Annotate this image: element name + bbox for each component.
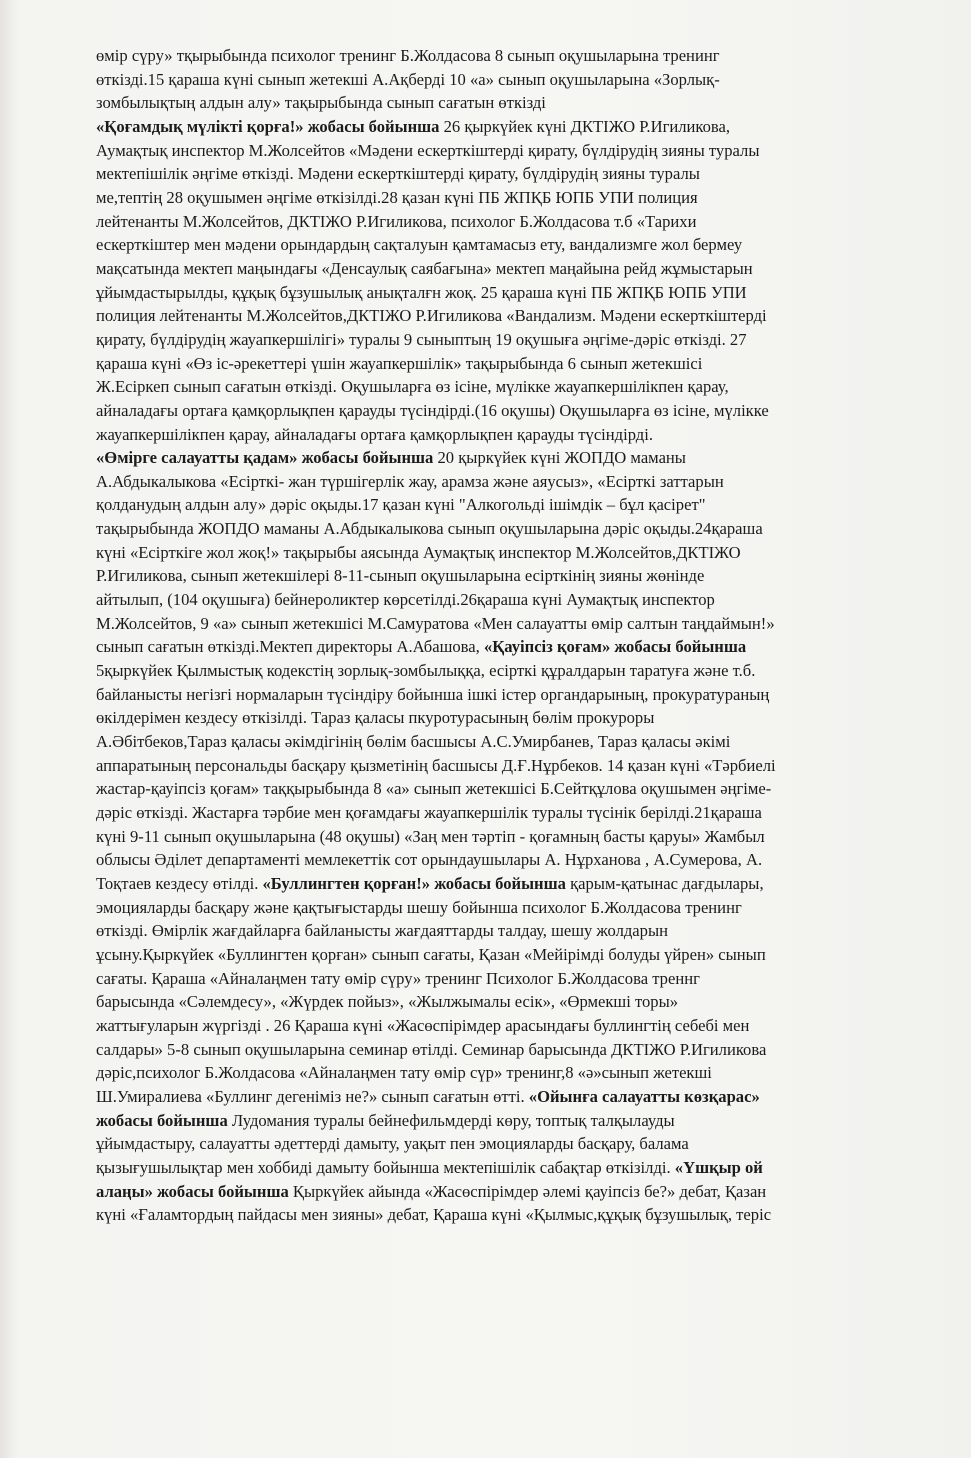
text-run: лейтенанты М.Жолсейтов, ДКТІЖО Р.Игиликова, психолог Б.Жолдасова т.б «Тарихи [96,211,697,231]
text-line [96,825,916,849]
text-run: өкілдерімен кездесу өткізілді. Тараз қаласы пкуротурасының бөлім прокуроры [96,708,655,728]
text-line [96,115,916,139]
text-line [96,446,916,470]
text-line [96,659,916,683]
text-line [96,896,916,920]
text-run: аппаратының персональды басқару қызметінің басшысы Д.Ғ.Нұрбеков. 14 қазан күні «Тәрбиелі [96,755,776,775]
text-run: Ш.Умиралиева «Буллинг дегеніміз не?» сынып сағатын өтті. [96,1086,529,1106]
text-line [96,683,916,707]
text-run: полиция лейтенанты М.Жолсейтов,ДКТІЖО Р.Игиликова «Вандализм. Мәдени ескерткіштерді [96,306,767,326]
text-line [96,1203,916,1227]
text-line [96,872,916,896]
text-line [96,470,916,494]
text-line [96,848,916,872]
text-run: жастар-қауіпсіз қоғам» таққырыбында 8 «а» сынып жетекшісі Б.Сейтқұлова оқушымен әңгіме- [96,779,772,799]
text-run: ұсыну.Қыркүйек «Буллингтен қорған» сынып сағаты, Қазан «Мейірімді болуды үйрен» сынып [96,944,766,964]
text-line [96,162,916,186]
text-run: Лудомания туралы бейнефильмдерді көру, топтық талқылауды [227,1110,675,1130]
text-line [96,1014,916,1038]
text-line [96,257,916,281]
text-line [96,919,916,943]
text-line [96,777,916,801]
text-run: өткізді.15 қараша күні сынып жетекші А.Ақберді 10 «а» сынып оқушыларына «Зорлық- [96,69,720,89]
text-line [96,1061,916,1085]
text-line [96,44,916,68]
text-run: жауапкершілікпен қарау, айналадағы ортаға қамқорлықпен қарауды түсіндірді. [96,424,654,444]
text-run: облысы Әділет департаменті мемлекеттік сот орындаушылары А. Нұрханова , А.Сумерова, А. [96,850,763,870]
text-line [96,1109,916,1133]
text-run: қирату, бүлдірудің жауапкершілігі» туралы 9 сыныптың 19 оқушыға әңгіме-дәріс өткізді. 27 [96,329,747,349]
text-line [96,375,916,399]
text-line [96,91,916,115]
report-body [96,44,916,1227]
text-run: Ж.Есіркеп сынып сағатын өткізді. Оқушыларға өз ісіне, мүлікке жауапкершілікпен қарау, [96,377,729,397]
text-run: зомбылықтың алдын алу» тақырыбында сынып сағатын өткізді [96,93,546,113]
text-line [96,1132,916,1156]
project-heading: «Қоғамдық мүлікті қорға!» жобасы бойынша [96,116,440,136]
text-run: ұйымдастыру, салауатты әдеттерді дамыту, уақыт пен эмоцияларды басқару, балама [96,1134,689,1154]
text-run: салдары» 5-8 сынып оқушыларына семинар өтілді. Семинар барысында ДКТІЖО Р.Игиликова [96,1039,767,1059]
text-line [96,706,916,730]
text-line [96,1180,916,1204]
text-line [96,352,916,376]
text-run: жаттығуларын жүргізді . 26 Қараша күні «Жасөспірімдер арасындағы буллингтің себебі мен [96,1015,750,1035]
text-run: ескерткіштер мен мәдени орындардың сақталуын қамтамасыз ету, вандализмге жол бермеу [96,235,743,255]
text-line [96,423,916,447]
text-run: эмоцияларды басқару және қақтығыстарды шешу бойынша психолог Б.Жолдасова тренинг [96,897,742,917]
text-line [96,281,916,305]
text-run: ұйымдастырылды, құқық бұзушылық анықталғн жоқ. 25 қараша күні ПБ ЖПҚБ ЮПБ УПИ [96,282,747,302]
text-line [96,186,916,210]
text-line [96,399,916,423]
text-run: айналадағы ортаға қамқорлықпен қарауды түсіндірді.(16 оқушы) Оқушыларға өз ісіне, мүлікке [96,400,769,420]
text-run: күні «Есірткіге жол жоқ!» тақырыбы аясында Аумақтық инспектор М.Жолсейтов,ДКТІЖО [96,542,741,562]
text-run: тақырыбында ЖОПДО маманы А.Абдыкалыкова сынып оқушыларына дәріс оқыды.24қараша [96,519,763,539]
text-run: қолданудың алдын алу» дәріс оқыды.17 қазан күні "Алкогольді ішімдік – бұл қасірет" [96,495,706,515]
text-line [96,754,916,778]
text-line [96,139,916,163]
project-heading: «Буллингтен қорған!» жобасы бойынша [262,873,566,893]
text-run: мектепішілік әңгіме өткізді. Мәдени ескерткіштерді қирату, бүлдірудің зияны туралы [96,164,700,184]
text-line [96,967,916,991]
text-run: қызығушылықтар мен хоббиді дамыту бойынша мектепішілік сабақтар өткізілді. [96,1157,675,1177]
text-line [96,730,916,754]
text-run: Қыркүйек айында «Жасөспірімдер әлемі қауіпсіз бе?» дебат, Қазан [288,1181,767,1201]
text-run: дәріс,психолог Б.Жолдасова «Айналаңмен тату өмір сүр» тренинг,8 «ә»сынып жетекші [96,1063,712,1083]
text-line [96,588,916,612]
text-run: 20 қыркүйек күні ЖОПДО маманы [433,448,686,468]
text-line [96,801,916,825]
text-run: М.Жолсейтов, 9 «а» сынып жетекшісі М.Самуратова «Мен салауатты өмір салтын таңдаймын!» [96,613,775,633]
project-heading: «Ойынға салауатты көзқарас» [528,1086,760,1106]
text-run: қарым-қатынас дағдылары, [565,873,764,893]
text-line [96,328,916,352]
text-line [96,304,916,328]
text-line [96,1038,916,1062]
text-line [96,943,916,967]
text-line [96,564,916,588]
text-run: күні «Ғаламтордың пайдасы мен зияны» дебат, Қараша күні «Қылмыс,құқық бұзушылық, теріс [96,1205,772,1225]
text-run: Тоқтаев кездесу өтілді. [96,873,263,893]
text-line [96,1085,916,1109]
text-run: дәріс өткізді. Жастарға тәрбие мен қоғамдағы жауапкершілік туралы түсінік берілді.21қараша [96,803,762,822]
text-run: мақсатында мектеп маңындағы «Денсаулық саябағына» мектеп маңайына рейд жұмыстарын [96,258,753,278]
text-run: А.Абдыкалыкова «Есірткі- жан түршігерлік жау, арамза және аяусыз», «Есірткі заттарын [96,471,724,491]
text-line [96,210,916,234]
text-run: ме,тептің 28 оқушымен әңгіме өткізілді.28 қазан күні ПБ ЖПҚБ ЮПБ УПИ полиция [96,187,698,207]
text-run: сынып сағатын өткізді.Мектеп директоры А.Абашова, [96,637,484,657]
text-run: қараша күні «Өз іс-әрекеттері үшін жауапкершілік» тақырыбында 6 сынып жетекшісі [96,353,703,373]
text-line [96,493,916,517]
text-run: өткізді. Өмірлік жағдайларға байланысты жағдаяттарды талдау, шешу жолдарын [96,921,668,941]
project-heading: «Қауіпсіз қоғам» жобасы бойынша [483,637,747,657]
text-line [96,517,916,541]
text-run: күні 9-11 сынып оқушыларына (48 оқушы) «Заң мен тәртіп - қоғамның басты қаруы» Жамбыл [96,826,765,846]
text-line [96,233,916,257]
text-line [96,1156,916,1180]
project-heading: «Үшқыр ой [674,1157,763,1177]
project-heading: алаңы» жобасы бойынша [96,1181,289,1201]
text-run: барысында «Сәлемдесу», «Жүрдек пойыз», «Жылжымалы есік», «Өрмекші торы» [96,992,679,1012]
text-run: Р.Игиликова, сынып жетекшілері 8-11-сынып оқушыларына есірткінің зияны жөнінде [96,566,705,586]
project-heading: жобасы бойынша [96,1110,228,1130]
text-run: өмір сүру» тқырыбында психолог тренинг Б.Жолдасова 8 сынып оқушыларына тренинг [96,46,720,65]
text-run: байланысты негізгі нормаларын түсіндіру бойынша ішкі істер органдарының, прокуратураның [96,684,770,704]
text-line [96,612,916,636]
text-line [96,990,916,1014]
text-run: 5қыркүйек Қылмыстық кодекстің зорлық-зомбылыққа, есірткі құралдарын таратуға және т.б. [96,661,756,681]
text-run: А.Әбітбеков,Тараз қаласы әкімдігінің бөлім басшысы А.С.Умирбанев, Тараз қаласы әкімі [96,732,731,752]
text-run: Аумақтық инспектор М.Жолсейтов «Мәдени ескерткіштерді қирату, бүлдірудің зияны туралы [96,140,760,160]
text-run: сағаты. Қараша «Айналаңмен тату өмір сүру» тренинг Психолог Б.Жолдасова треннг [96,968,700,988]
text-line [96,635,916,659]
text-run: 26 қыркүйек күні ДКТІЖО Р.Игиликова, [439,116,731,136]
report-paragraph [96,44,916,1227]
text-line [96,68,916,92]
text-run: айтылып, (104 оқушыға) бейнероликтер көрсетілді.26қараша күні Аумақтық инспектор [96,590,715,610]
text-line [96,541,916,565]
project-heading: «Өмірге салауатты қадам» жобасы бойынша [96,448,434,468]
